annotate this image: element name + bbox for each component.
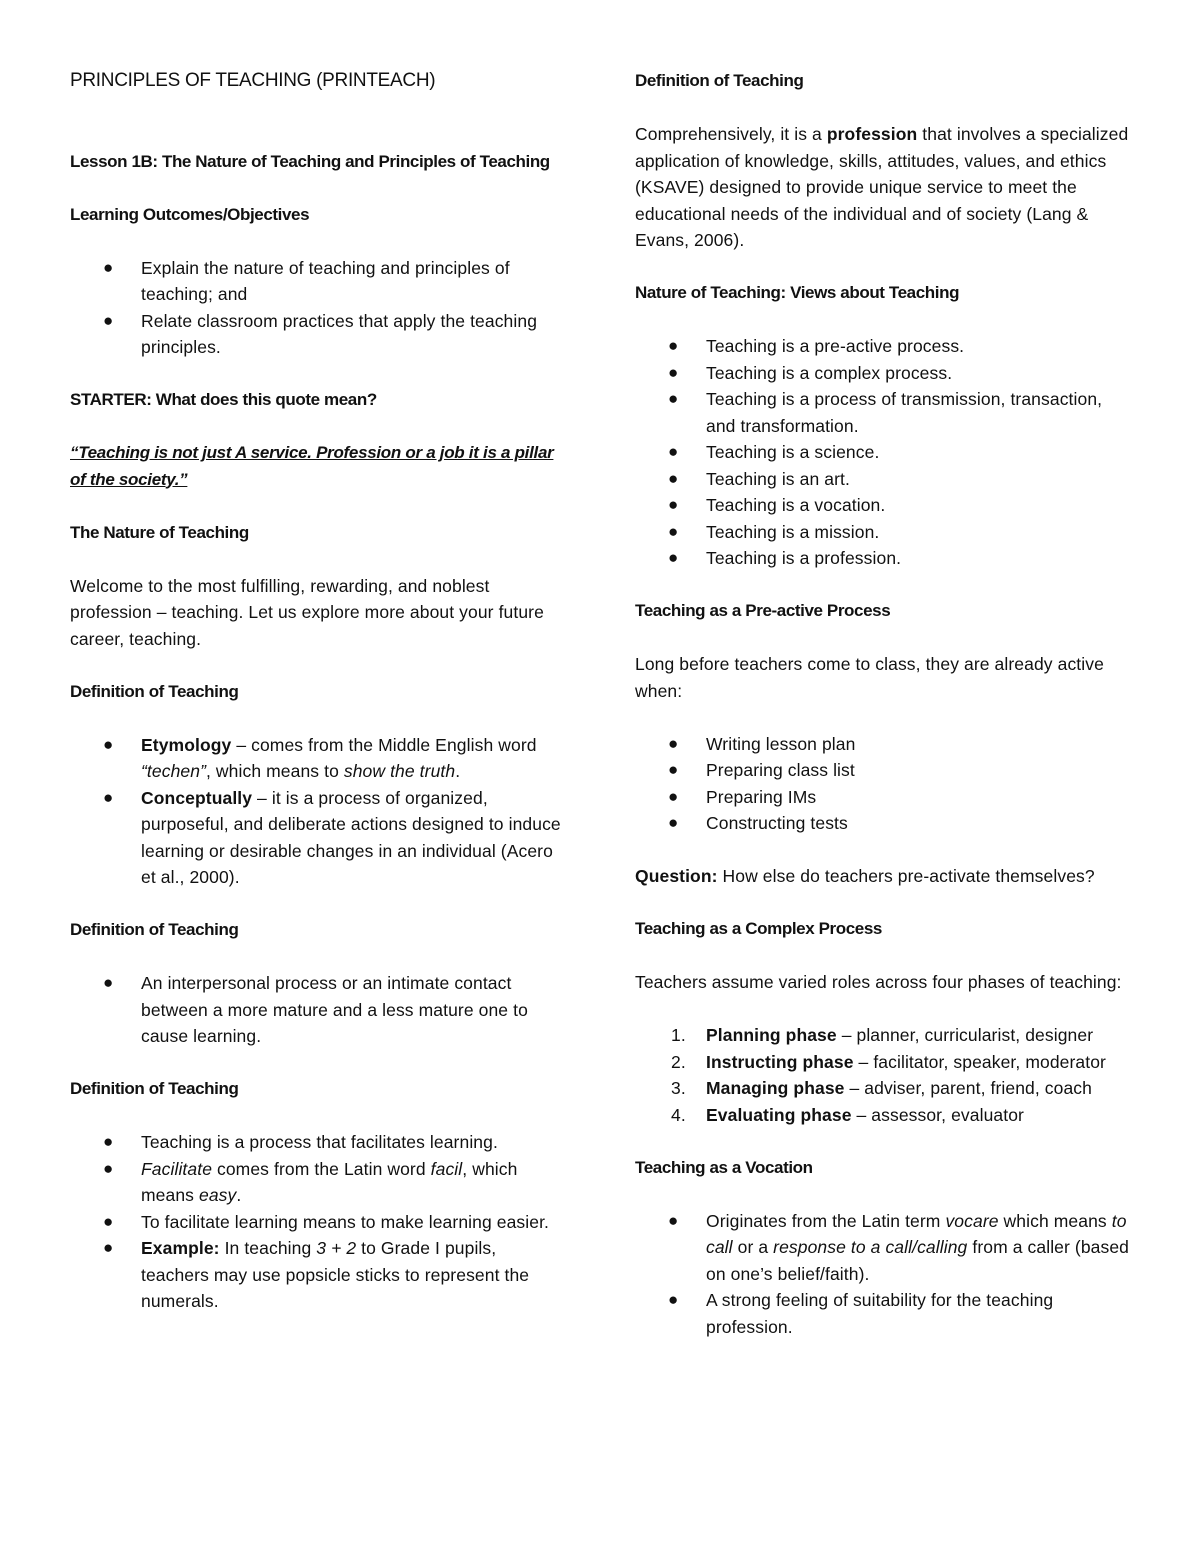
list-item: ● Teaching is a profession. [635, 545, 1130, 572]
bullet-icon: ● [668, 548, 679, 567]
bullet-icon: ● [668, 1290, 679, 1309]
bullet-icon: ● [103, 787, 114, 807]
bullet-icon: ● [668, 760, 679, 779]
bullet-icon: ● [668, 442, 679, 461]
definition-heading: Definition of Teaching [70, 1079, 239, 1098]
bullet-icon: ● [668, 336, 679, 355]
definition-heading: Definition of Teaching [70, 920, 239, 939]
list-item: ● Relate classroom practices that apply the teaching principles. [70, 308, 565, 361]
list-item: ● Teaching is a process of transmission, transaction, and transformation. [635, 386, 1130, 439]
views-heading: Nature of Teaching: Views about Teaching [635, 283, 960, 302]
list-item: ● Writing lesson plan [635, 731, 1130, 758]
list-item: ● Teaching is a complex process. [635, 360, 1130, 387]
bullet-icon: ● [668, 468, 679, 488]
bullet-icon: ● [103, 257, 114, 277]
bullet-icon: ● [668, 1210, 679, 1230]
views-list [635, 333, 1130, 572]
list-item: ● Originates from the Latin term vocare which means to call or a response to a call/calling from a caller (based on one’s belief/faith). [635, 1208, 1130, 1288]
quote: “Teaching is not just A service. Profession or a job it is a pillar of the society.” [70, 443, 554, 489]
list-item: ● Teaching is a vocation. [635, 492, 1130, 519]
starter-heading: STARTER: What does this quote mean? [70, 390, 377, 409]
lesson-heading: Lesson 1B: The Nature of Teaching and Principles of Teaching [70, 151, 550, 171]
preactive-paragraph: Long before teachers come to class, they are already active when: [635, 654, 1104, 701]
definition-heading: Definition of Teaching [635, 71, 804, 90]
bullet-icon: ● [103, 973, 114, 992]
bullet-icon: ● [103, 1132, 114, 1151]
vocation-list [635, 1208, 1130, 1341]
list-item: 3. Managing phase – adviser, parent, friend, coach [671, 1078, 1092, 1098]
bullet-icon: ● [668, 495, 679, 514]
definition-heading: Definition of Teaching [70, 681, 239, 701]
list-item: ● Constructing tests [635, 810, 1130, 837]
nature-paragraph: Welcome to the most fulfilling, rewarding, and noblest profession – teaching. Let us explore more about your future career, teaching. [70, 575, 544, 649]
bullet-icon: ● [103, 734, 114, 754]
list-item: ● Teaching is a mission. [635, 519, 1130, 546]
list-item: 1. Planning phase – planner, curricularist, designer [671, 1025, 1094, 1045]
bullet-icon: ● [668, 521, 679, 541]
list-item: ● Teaching is a pre-active process. [635, 333, 1130, 360]
list-item: ● Etymology – comes from the Middle English word “techen”, which means to show the truth. [70, 732, 565, 785]
list-item: ● A strong feeling of suitability for the teaching profession. [635, 1287, 1130, 1340]
bullet-icon: ● [668, 733, 679, 753]
bullet-icon: ● [668, 362, 679, 382]
definition-list [70, 970, 565, 1050]
question-paragraph: Question: How else do teachers pre-activate themselves? [635, 866, 1095, 886]
document-title: PRINCIPLES OF TEACHING (PRINTEACH) [70, 70, 436, 91]
nature-heading: The Nature of Teaching [70, 522, 249, 542]
list-item: 2. Instructing phase – facilitator, speaker, moderator [671, 1051, 1106, 1072]
list-item: ● An interpersonal process or an intimate contact between a more mature and a less mature one to cause learning. [70, 970, 565, 1050]
bullet-icon: ● [103, 310, 114, 330]
preactive-list [635, 731, 1130, 837]
bullet-icon: ● [668, 389, 679, 408]
definition-list [70, 732, 565, 891]
list-item: ● To facilitate learning means to make learning easier. [70, 1209, 565, 1236]
list-item: ● Teaching is a process that facilitates learning. [70, 1129, 565, 1156]
left-column [70, 68, 565, 1341]
definition-paragraph: Comprehensively, it is a profession that involves a specialized application of knowledge, skills, attitudes, values, and ethics (KSAVE) designed to provide unique service to meet the educational needs of the individual and of society (Lang & Evans, 2006). [635, 124, 1129, 250]
complex-heading: Teaching as a Complex Process [635, 919, 882, 938]
list-item: ● Explain the nature of teaching and principles of teaching; and [70, 255, 565, 308]
list-item: ● Facilitate comes from the Latin word facil, which means easy. [70, 1156, 565, 1209]
preactive-heading: Teaching as a Pre-active Process [635, 601, 891, 620]
list-item: ● Teaching is an art. [635, 466, 1130, 493]
list-item: ● Preparing IMs [635, 784, 1130, 811]
list-item: ● Teaching is a science. [635, 439, 1130, 466]
bullet-icon: ● [103, 1238, 114, 1257]
bullet-icon: ● [103, 1158, 114, 1178]
vocation-heading: Teaching as a Vocation [635, 1157, 813, 1177]
complex-paragraph: Teachers assume varied roles across four phases of teaching: [635, 972, 1122, 992]
list-item: ● Preparing class list [635, 757, 1130, 784]
right-column [635, 68, 1130, 1367]
bullet-icon: ● [103, 1211, 114, 1231]
bullet-icon: ● [668, 813, 679, 832]
bullet-icon: ● [668, 786, 679, 806]
list-item: ● Conceptually – it is a process of organized, purposeful, and deliberate actions designed to induce learning or desirable changes in an individual (Acero et al., 2000). [70, 785, 565, 891]
list-item: ● Example: In teaching 3 + 2 to Grade I pupils, teachers may use popsicle sticks to represent the numerals. [70, 1235, 565, 1315]
phases-list [635, 1022, 1130, 1128]
definition-list [70, 1129, 565, 1315]
outcomes-list [70, 255, 565, 361]
outcomes-heading: Learning Outcomes/Objectives [70, 204, 310, 224]
list-item: 4. Evaluating phase – assessor, evaluator [671, 1104, 1024, 1125]
